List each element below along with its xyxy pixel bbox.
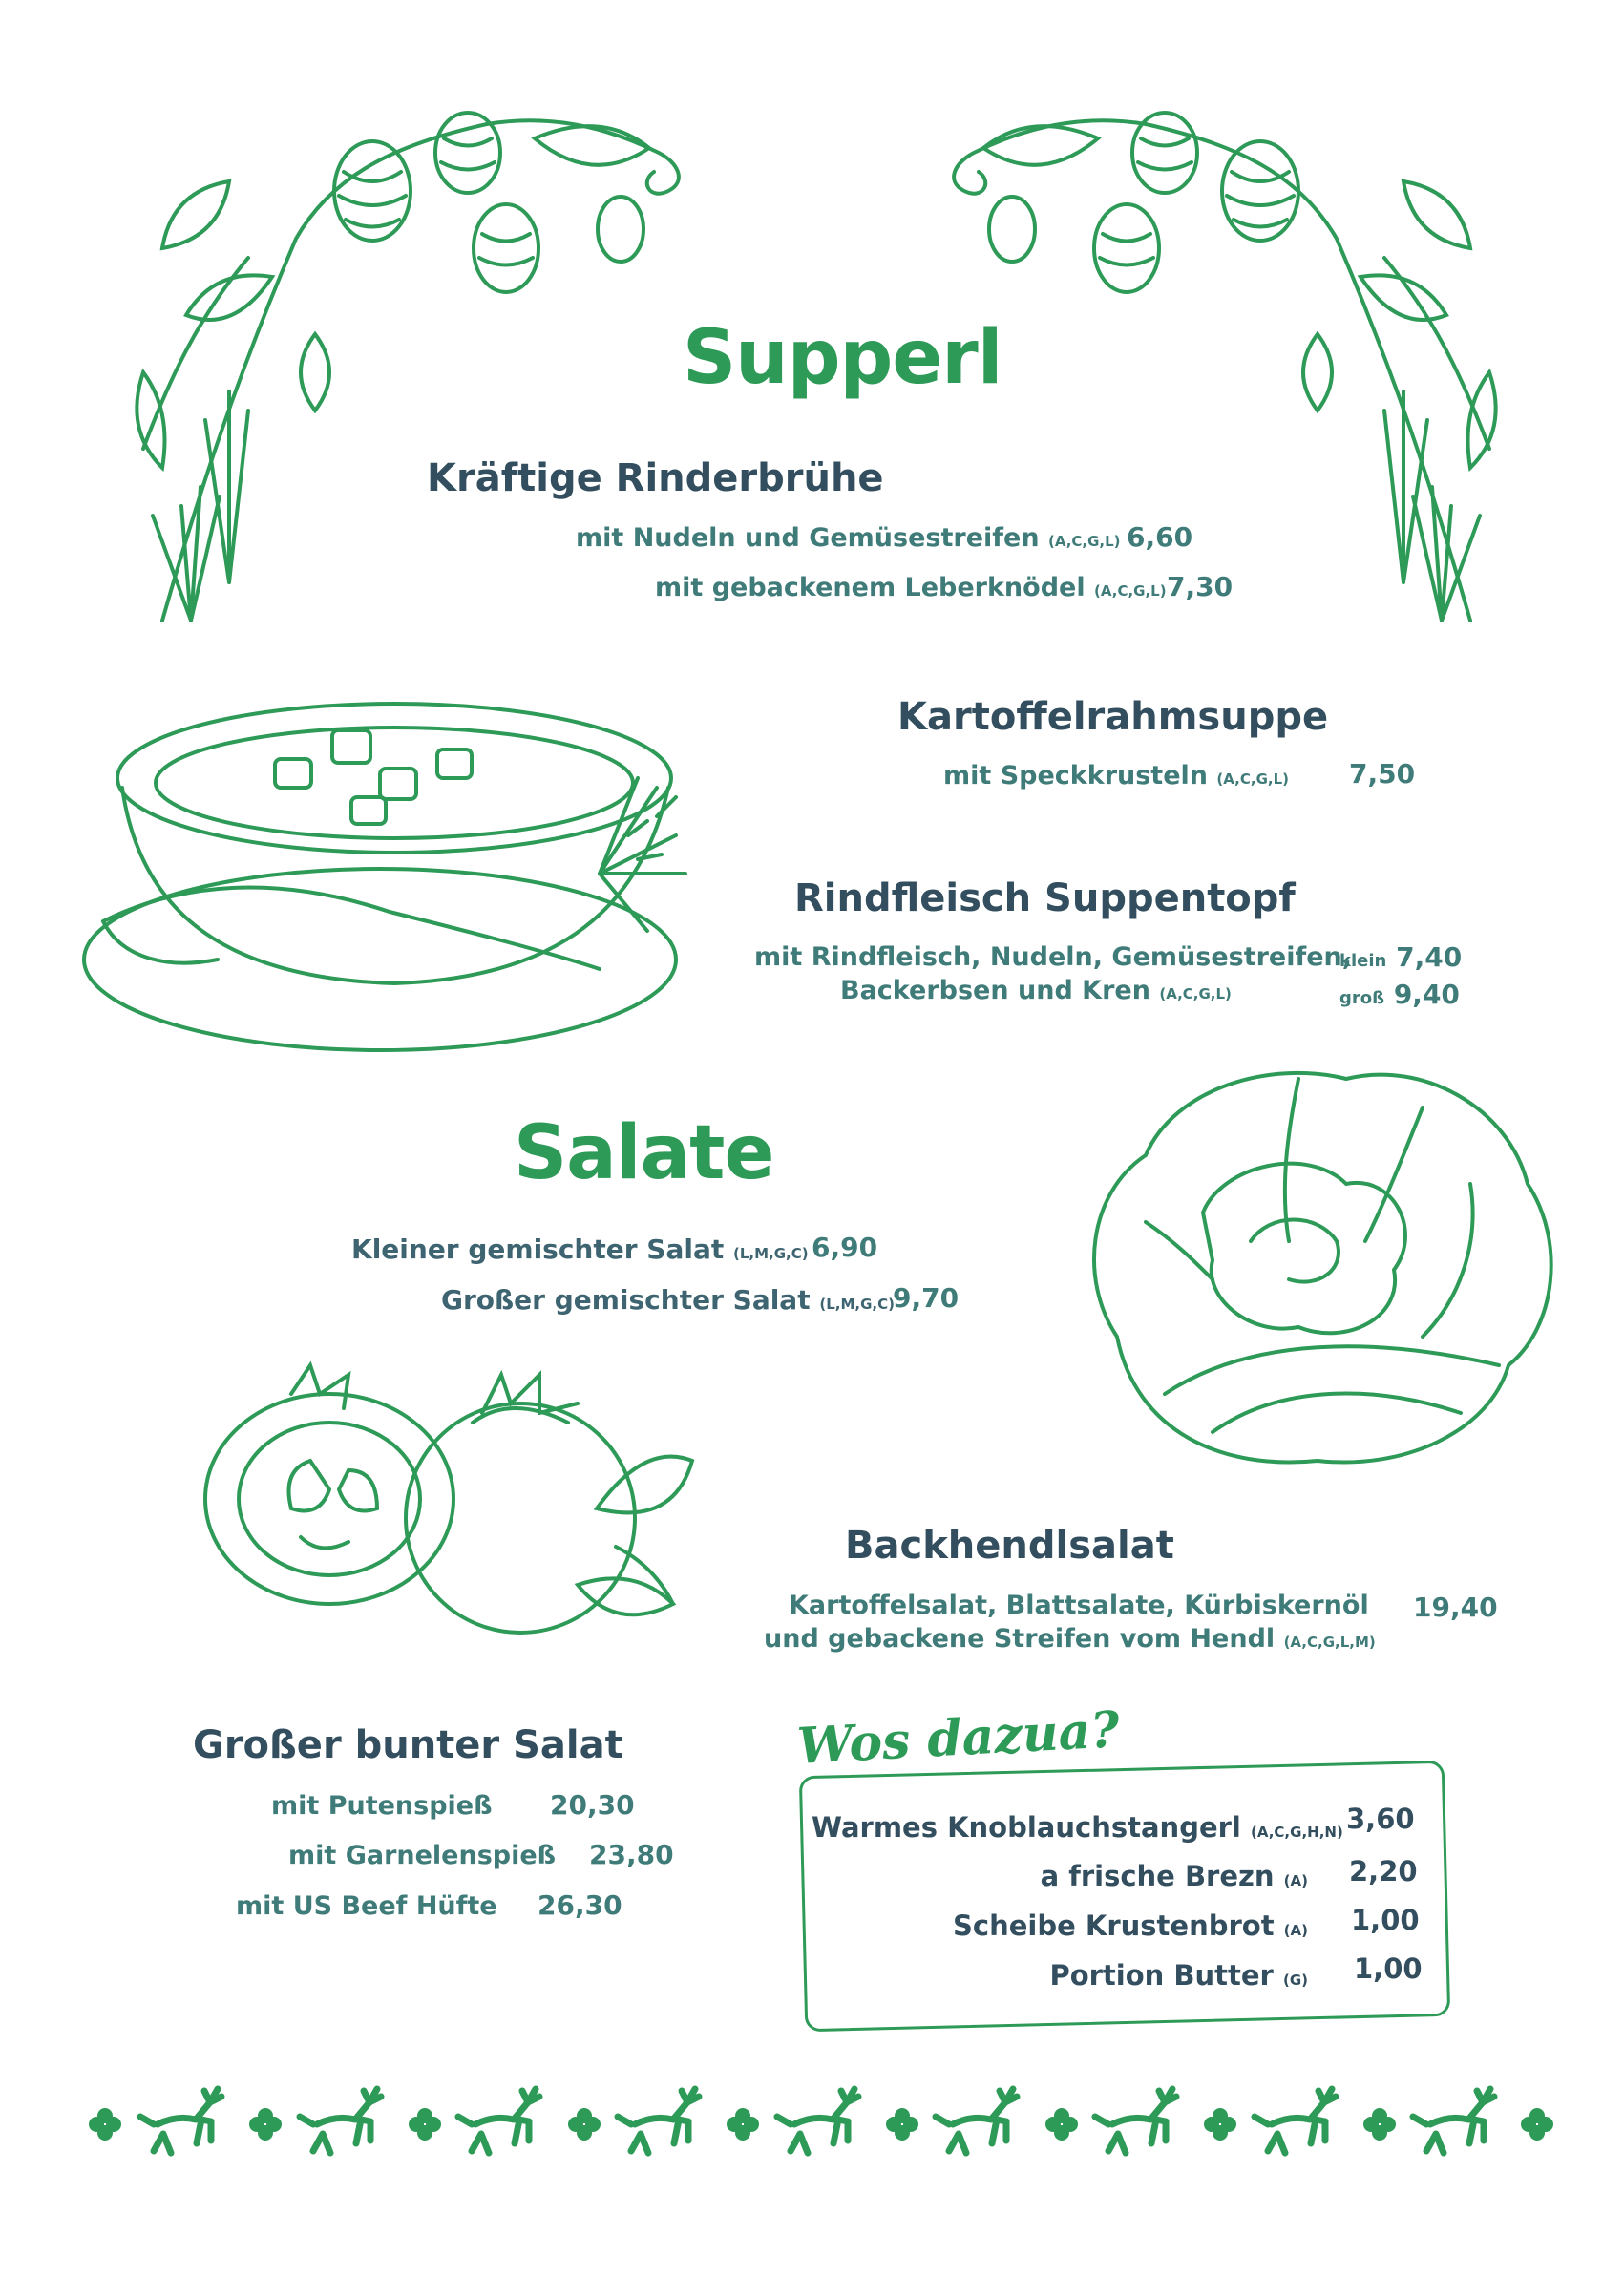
kartoffelrahmsuppe-title: Kartoffelrahmsuppe — [897, 695, 1329, 739]
rinderbruehe-price-2: 7,30 — [1167, 571, 1234, 602]
clover-icon — [1204, 2108, 1236, 2141]
dazua-price-3: 1,00 — [1351, 1904, 1420, 1936]
item-allergens: (A) — [1283, 1872, 1308, 1889]
desc-text: und gebackene Streifen vom Hendl — [764, 1624, 1276, 1654]
salad-allergens: (L,M,G,C) — [733, 1245, 809, 1262]
dazua-item-1 — [812, 1811, 1343, 1844]
option-desc: mit gebackenem Leberknödel — [655, 573, 1086, 602]
deer-icon — [936, 2089, 1017, 2153]
size-price: 9,40 — [1393, 979, 1460, 1010]
large-mixed-salad — [441, 1284, 895, 1316]
clover-icon — [89, 2108, 121, 2141]
clover-icon — [409, 2108, 441, 2141]
desc-text: Backerbsen und Kren — [840, 976, 1150, 1005]
deer-icon — [140, 2089, 221, 2153]
desc-allergens: (A,C,G,L,M) — [1283, 1634, 1376, 1651]
tomato-illustration — [196, 1356, 702, 1680]
dazua-item-3 — [812, 1909, 1308, 1942]
rinderbruehe-price-1: 6,60 — [1127, 521, 1193, 553]
bunter-salat-title: Großer bunter Salat — [193, 1723, 623, 1767]
soup-bowl-illustration — [65, 683, 714, 1065]
clover-icon — [886, 2108, 918, 2141]
dazua-item-2 — [812, 1860, 1308, 1892]
suppentopf-price-small — [1339, 941, 1462, 973]
bunter-price-1: 20,30 — [550, 1789, 635, 1821]
clover-icon — [1045, 2108, 1078, 2141]
lettuce-illustration — [1060, 1050, 1575, 1499]
item-name: Portion Butter — [1049, 1959, 1274, 1992]
suppentopf-price-large — [1339, 979, 1460, 1010]
deer-icon — [1255, 2089, 1336, 2153]
rinderbruehe-title: Kräftige Rinderbrühe — [427, 456, 884, 500]
hop-vine-left-illustration — [86, 86, 754, 735]
item-name: Scheibe Krustenbrot — [953, 1909, 1275, 1942]
desc-allergens: (A,C,G,L) — [1159, 985, 1232, 1002]
hop-vine-right-illustration — [878, 86, 1547, 735]
clover-icon — [568, 2108, 601, 2141]
bunter-option-1: mit Putenspieß — [271, 1791, 493, 1821]
salad-name: Kleiner gemischter Salat — [351, 1234, 725, 1265]
deer-icon — [458, 2089, 539, 2153]
suppentopf-desc-line-2 — [840, 976, 1232, 1005]
small-mixed-salad — [351, 1234, 809, 1265]
deer-icon — [618, 2089, 699, 2153]
option-desc: mit Nudeln und Gemüsestreifen — [576, 523, 1040, 553]
large-mixed-salad-price: 9,70 — [893, 1282, 960, 1314]
item-allergens: (A,C,G,H,N) — [1250, 1824, 1343, 1841]
backhendlsalat-desc-line-1: Kartoffelsalat, Blattsalate, Kürbiskernöl — [789, 1591, 1369, 1620]
item-allergens: (A) — [1283, 1922, 1308, 1939]
deer-icon — [1095, 2089, 1176, 2153]
suppentopf-title: Rindfleisch Suppentopf — [794, 876, 1296, 920]
dazua-price-2: 2,20 — [1349, 1855, 1418, 1888]
backhendlsalat-title: Backhendlsalat — [845, 1524, 1174, 1568]
item-name: Warmes Knoblauchstangerl — [812, 1811, 1241, 1844]
deer-icon — [777, 2089, 858, 2153]
dazua-item-4 — [812, 1959, 1308, 1992]
dazua-price-4: 1,00 — [1354, 1952, 1423, 1985]
backhendlsalat-price: 19,40 — [1413, 1592, 1498, 1623]
dazua-title: Wos dazua? — [795, 1700, 1122, 1776]
suppentopf-desc-line-1: mit Rindfleisch, Nudeln, Gemüsestreifen, — [754, 942, 1353, 972]
ornament-border — [57, 2086, 1585, 2162]
item-name: a frische Brezn — [1040, 1860, 1275, 1892]
kartoffelrahmsuppe-price: 7,50 — [1349, 758, 1416, 790]
backhendlsalat-desc-line-2 — [764, 1624, 1376, 1654]
rinderbruehe-option-2 — [655, 573, 1167, 602]
size-price: 7,40 — [1396, 941, 1463, 973]
clover-icon — [727, 2108, 759, 2141]
salad-name: Großer gemischter Salat — [441, 1284, 811, 1316]
size-label: groß — [1339, 988, 1385, 1008]
bunter-price-2: 23,80 — [589, 1839, 674, 1870]
clover-icon — [1521, 2108, 1553, 2141]
option-allergens: (A,C,G,L) — [1047, 533, 1121, 550]
bunter-price-3: 26,30 — [538, 1889, 622, 1921]
clover-icon — [1363, 2108, 1396, 2141]
kartoffelrahmsuppe-desc — [943, 761, 1289, 791]
bunter-option-3: mit US Beef Hüfte — [236, 1891, 497, 1921]
salad-section-title: Salate — [514, 1110, 774, 1196]
small-mixed-salad-price: 6,90 — [812, 1232, 878, 1263]
deer-icon — [1413, 2089, 1494, 2153]
desc-text: mit Speckkrusteln — [943, 761, 1209, 791]
clover-icon — [249, 2108, 282, 2141]
desc-allergens: (A,C,G,L) — [1216, 770, 1289, 788]
item-allergens: (G) — [1282, 1972, 1308, 1989]
bunter-option-2: mit Garnelenspieß — [288, 1841, 557, 1870]
size-label: klein — [1339, 951, 1387, 971]
soup-section-title: Supperl — [683, 315, 1002, 401]
salad-allergens: (L,M,G,C) — [819, 1296, 895, 1313]
rinderbruehe-option-1 — [576, 523, 1121, 553]
dazua-price-1: 3,60 — [1346, 1803, 1415, 1835]
deer-icon — [300, 2089, 381, 2153]
option-allergens: (A,C,G,L) — [1094, 582, 1167, 600]
